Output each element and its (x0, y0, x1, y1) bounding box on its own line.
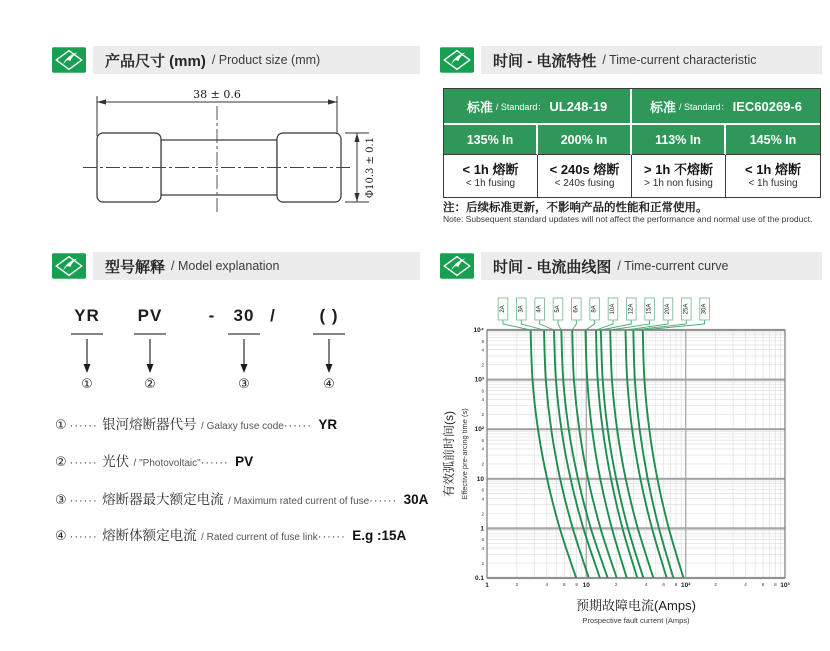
svg-text:4A: 4A (536, 305, 543, 313)
model-token-pv: PV (137, 306, 163, 325)
svg-text:6: 6 (481, 338, 484, 344)
circled-number-3: ③ (238, 376, 250, 391)
svg-text:2: 2 (515, 582, 519, 587)
svg-text:4: 4 (744, 582, 747, 587)
result-zh: < 1h 熔断 (462, 161, 519, 177)
svg-text:6A: 6A (573, 305, 580, 313)
result-en: > 1h non fusing (644, 177, 713, 189)
svg-text:10⁴: 10⁴ (473, 327, 484, 334)
brand-logo-icon (440, 46, 474, 74)
svg-text:2: 2 (481, 461, 484, 467)
svg-text:12A: 12A (628, 303, 635, 315)
diameter-dimension-label: Φ10.3 ± 0.1 (365, 136, 376, 199)
svg-text:10²: 10² (474, 426, 484, 434)
svg-text:2: 2 (614, 582, 618, 587)
table-note-zh: 注：后续标准更新，不影响产品的性能和正常使用。 (443, 202, 708, 214)
section-title-en: / Time-current curve (617, 259, 729, 273)
standard-cell-ul (444, 89, 632, 125)
section-title-zh: 时间 - 电流曲线图 (493, 258, 612, 276)
standard-label-en: / Standard： (679, 101, 730, 112)
svg-text:2: 2 (714, 582, 717, 587)
circled-number-2: ② (144, 376, 156, 391)
standard-cell-iec (632, 89, 820, 125)
svg-text:10A: 10A (610, 303, 616, 315)
svg-text:10²: 10² (680, 582, 691, 589)
svg-text:25A: 25A (683, 303, 690, 315)
model-token-slash: / (270, 306, 276, 325)
result-en: < 1h fusing (465, 177, 516, 189)
svg-text:Prospective fault current (Amp: Prospective fault current (Amps) (582, 616, 690, 625)
svg-text:1: 1 (485, 582, 489, 589)
svg-text:4: 4 (481, 496, 484, 502)
standard-label-en: / Standard： (495, 101, 547, 112)
svg-text:4: 4 (545, 582, 549, 587)
svg-text:6: 6 (481, 537, 484, 543)
svg-text:4: 4 (481, 347, 484, 353)
section-header-model-explanation (93, 252, 420, 280)
time-current-curve-chart (440, 288, 830, 648)
section-title-en: / Model explanation (171, 259, 280, 273)
svg-text:10³: 10³ (780, 582, 790, 589)
section-title-en: / Time-current characteristic (602, 53, 757, 67)
svg-text:3A: 3A (518, 305, 525, 313)
table-note-en: Note: Subsequent standard updates will not affect the performance and normal use of the product. (443, 214, 813, 224)
svg-text:6: 6 (662, 582, 665, 587)
svg-text:4: 4 (481, 397, 484, 403)
section-header-product-size (93, 46, 420, 74)
result-en: < 240s fusing (554, 177, 615, 189)
length-dimension-label: 38 ± 0.6 (193, 88, 241, 101)
percent-cell: 135% In (444, 125, 538, 155)
svg-text:0.1: 0.1 (474, 575, 484, 582)
circled-number-1: ① (81, 376, 93, 391)
result-zh: < 240s 熔断 (549, 161, 620, 177)
svg-text:5A: 5A (555, 305, 561, 313)
svg-text:8: 8 (774, 582, 777, 587)
model-item-2: ② ······ 光伏 / "Photovoltaic"······ PV (55, 454, 254, 469)
section-title-zh: 时间 - 电流特性 (493, 52, 597, 70)
section-header-time-current-curve (481, 252, 822, 280)
svg-text:1: 1 (480, 525, 484, 533)
model-item-1: ① ······ 银河熔断器代号 / Galaxy fuse code······ YR (55, 417, 338, 432)
svg-text:2: 2 (481, 412, 484, 418)
result-cell (444, 155, 538, 197)
section-title-zh: 型号解释 (105, 258, 166, 276)
svg-text:20A: 20A (665, 303, 671, 315)
svg-text:10³: 10³ (474, 376, 484, 384)
svg-text:2: 2 (481, 511, 484, 517)
brand-logo-icon (52, 46, 86, 74)
result-cell (632, 155, 726, 197)
svg-text:4: 4 (644, 582, 648, 587)
model-item-3: ③ ······ 熔断器最大额定电流 / Maximum rated current of fuse······ 30A (55, 492, 429, 507)
svg-text:8: 8 (575, 582, 578, 587)
standard-label-zh: 标准 (650, 99, 677, 115)
svg-text:Effective pre-arcing time (s): Effective pre-arcing time (s) (460, 408, 469, 500)
result-zh: < 1h 熔断 (745, 161, 801, 177)
svg-text:2A: 2A (500, 305, 506, 313)
result-cell (726, 155, 820, 197)
result-zh: > 1h 不熔断 (644, 161, 713, 177)
percent-cell: 200% In (538, 125, 632, 155)
svg-text:2: 2 (481, 560, 484, 566)
standard-label-zh: 标准 (466, 99, 493, 115)
section-title-en: / Product size (mm) (211, 53, 321, 67)
fuse-dimension-drawing (55, 88, 395, 228)
result-cell (538, 155, 632, 197)
svg-text:2: 2 (481, 362, 484, 368)
svg-text:8A: 8A (591, 305, 598, 313)
svg-text:6: 6 (563, 582, 566, 587)
result-en: < 1h fusing (748, 177, 798, 189)
svg-text:8: 8 (674, 582, 678, 587)
model-token-paren: ( ) (319, 306, 339, 325)
model-token-dash: - (208, 306, 216, 325)
svg-text:6: 6 (481, 487, 484, 493)
percent-cell: 113% In (632, 125, 726, 155)
circled-number-4: ④ (323, 376, 335, 391)
model-item-4: ④ ······ 熔断体额定电流 / Rated current of fuse link······ E.g :15A (55, 528, 407, 543)
time-current-table (443, 88, 821, 198)
svg-text:4: 4 (481, 446, 484, 452)
svg-text:6: 6 (481, 438, 484, 443)
svg-text:有效弧前时间(s): 有效弧前时间(s) (442, 411, 456, 497)
standard-value: UL248-19 (549, 98, 608, 114)
percent-cell: 145% In (726, 125, 820, 155)
svg-text:10: 10 (476, 475, 484, 483)
svg-text:10: 10 (582, 582, 590, 589)
svg-text:预期故障电流(Amps): 预期故障电流(Amps) (576, 598, 696, 613)
model-arrows (50, 300, 390, 380)
brand-logo-icon (52, 252, 86, 280)
svg-text:6: 6 (761, 582, 765, 587)
model-token-30: 30 (233, 306, 255, 325)
section-header-time-current-characteristic (481, 46, 822, 74)
svg-text:15A: 15A (646, 303, 653, 315)
standard-value: IEC60269-6 (732, 98, 802, 114)
svg-text:4: 4 (481, 545, 484, 551)
model-token-yr: YR (74, 306, 100, 325)
svg-text:6: 6 (481, 388, 484, 394)
section-title-zh: 产品尺寸 (mm) (105, 52, 206, 70)
brand-logo-icon (440, 252, 474, 280)
svg-text:30A: 30A (701, 303, 708, 315)
